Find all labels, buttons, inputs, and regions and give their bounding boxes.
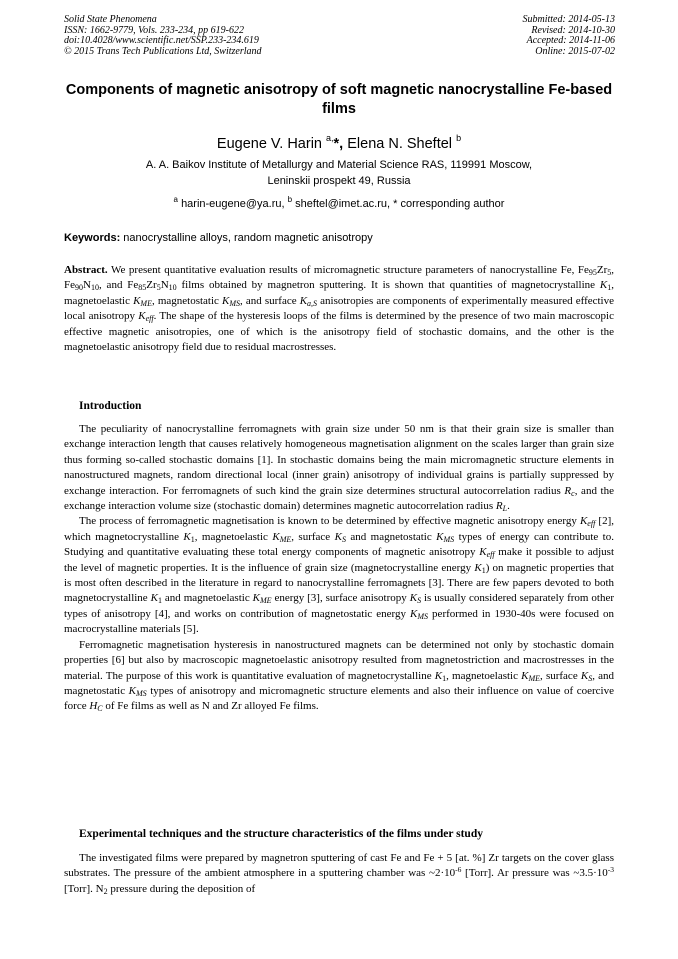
experimental-body	[64, 851, 614, 897]
abstract-label: Abstract.	[64, 264, 108, 276]
abstract	[64, 263, 614, 355]
keywords-label: Keywords:	[64, 232, 121, 244]
paragraph: The peculiarity of nanocrystalline ferromagnets with grain size under 50 nm is that their grain size is smaller than exchange interaction length that causes relatively homogeneous magnetisation alignment on the scales larger than grain size thus forming so-called stochastic domains [1]. In stochastic domains being the main micromagnetic structure elements in nanostructured magnets, random directional local (inner grain) anisotropy of individual grains is partially suppressed by exchange interaction. For ferromagnets of such kind the grain size determines structural autocorrelation radius $R_c$, and the exchange interaction volume size (stochastic domain) determines magnetic autocorrelation radius $R_L$.	[64, 423, 614, 514]
paragraph: Ferromagnetic magnetisation hysteresis in nanostructured magnets can be determined not only by stochastic domain properties [6] but also by macroscopic magnetoelastic anisotropy resulted from magnetostriction and macrostresses in the material. The purpose of this work is quantitative evaluation of magnetocrystalline $K_1$, magnetoelastic $K_{ME}$, surface $K_S$, and magnetostatic $K_{MS}$ types of anisotropy and micromagnetic structure elements and also their influence on value of coercive force $H_C$ of Fe films as well as N and Zr alloyed Fe films.	[64, 638, 615, 714]
date-submitted: Submitted: 2014-05-13	[522, 14, 615, 25]
journal-issn: ISSN: 1662-9779, Vols. 233-234, pp 619-622	[64, 24, 244, 36]
paper-title: Components of magnetic anisotropy of soft magnetic nanocrystalline Fe-based films	[65, 82, 613, 117]
abstract-paragraph: Abstract. We present quantitative evaluation results of micromagnetic structure parameters of nanocrystalline Fe, $Fe_{95}Zr_5$, $Fe_{90}N_{10}$, and $Fe_{85}Zr_5N_{10}$ films obtained by magnetron sputtering. It is shown that quantities of magnetocrystalline $K_1$, magnetoelastic $K_{ME}$, magnetostatic $K_{MS}$, and surface $K_{a,S}$ anisotropies are components of experimentally measured effective local anisotropy $K_{eff}$. The shape of the hysteresis loops of the films is determined by the presence of two main macroscopic effective magnetic anisotropies, one of which is the anisotropy field of stochastic domains, and the other is the magnetoelastic anisotropy field due to residual macrostresses.	[64, 264, 614, 354]
date-online: Online: 2015-07-02	[535, 45, 615, 57]
email-a-sup: a	[173, 195, 178, 204]
email-a[interactable]: harin-eugene@ya.ru,	[181, 198, 285, 210]
journal-info	[64, 15, 262, 57]
keywords-text: nanocrystalline alloys, random magnetic anisotropy	[120, 232, 373, 244]
affiliation-line-1: A. A. Baikov Institute of Metallurgy and Material Science RAS, 119991 Moscow,	[145, 159, 533, 171]
journal-doi: doi:10.4028/www.scientific.net/SSP.233-234.619	[64, 35, 259, 46]
paragraph: The process of ferromagnetic magnetisation is known to be determined by effective magnetic anisotropy energy $K_{eff}$ [2], which magnetocrystalline $K_1$, magnetoelastic $K_{ME}$, surface $K_S$ and magnetostatic $K_{MS}$ types of energy can contribute to. Studying and quantitative evaluating these total energy components of magnetic anisotropy $K_{eff}$ make it possible to adjust the level of magnetic properties. It is the influence of grain size (magnetocrystalline energy $K_1$) on magnetic properties that is most often described in the literature in regard to nanocrystalline ferromagnets [3]. There are few papers devoted to both magnetocrystalline $K_1$ and magnetoelastic $K_{ME}$ energy [3], surface anisotropy $K_S$ is usually considered separately from other types of anisotropy [4], and works on contribution of magnetostatic energy $K_{MS}$ performed in 1930-40s were focused on macrocrystalline materials [5].	[64, 515, 614, 636]
affiliation-line-2: Leninskii prospekt 49, Russia	[267, 174, 411, 187]
introduction-body	[64, 422, 614, 715]
affiliation	[60, 158, 618, 189]
corresponding-star: *,	[333, 136, 344, 152]
submission-dates	[523, 15, 616, 57]
author-2-affil: b	[456, 133, 462, 143]
email-b-sup: b	[287, 195, 293, 204]
author-1-affil: a,	[326, 133, 334, 143]
journal-copyright: © 2015 Trans Tech Publications Ltd, Switzerland	[64, 45, 262, 57]
keywords	[64, 232, 373, 244]
author-2: Elena N. Sheftel	[343, 136, 453, 152]
section-heading-introduction: Introduction	[79, 400, 142, 412]
date-revised: Revised: 2014-10-30	[531, 24, 615, 36]
paragraph: The investigated films were prepared by magnetron sputtering of cast Fe and Fe + 5 [at. %] Zr targets on the cover glass substrates. The pressure of the ambient atmosphere in a sputtering chamber was $\sim 2\cdot 10^{-6}$ [Torr]. Ar pressure was $\sim 3.5\cdot 10^{-3}$ [Torr]. $N_2$ pressure during the deposition of	[64, 852, 614, 896]
journal-name: Solid State Phenomena	[64, 14, 157, 25]
email-b[interactable]: sheftel@imet.ac.ru, * corresponding author	[295, 198, 505, 210]
date-accepted: Accepted: 2014-11-06	[526, 35, 615, 46]
emails	[0, 195, 678, 210]
authors	[0, 133, 678, 152]
author-1: Eugene V. Harin	[216, 136, 322, 152]
section-heading-experimental: Experimental techniques and the structure characteristics of the films under study	[79, 828, 483, 840]
